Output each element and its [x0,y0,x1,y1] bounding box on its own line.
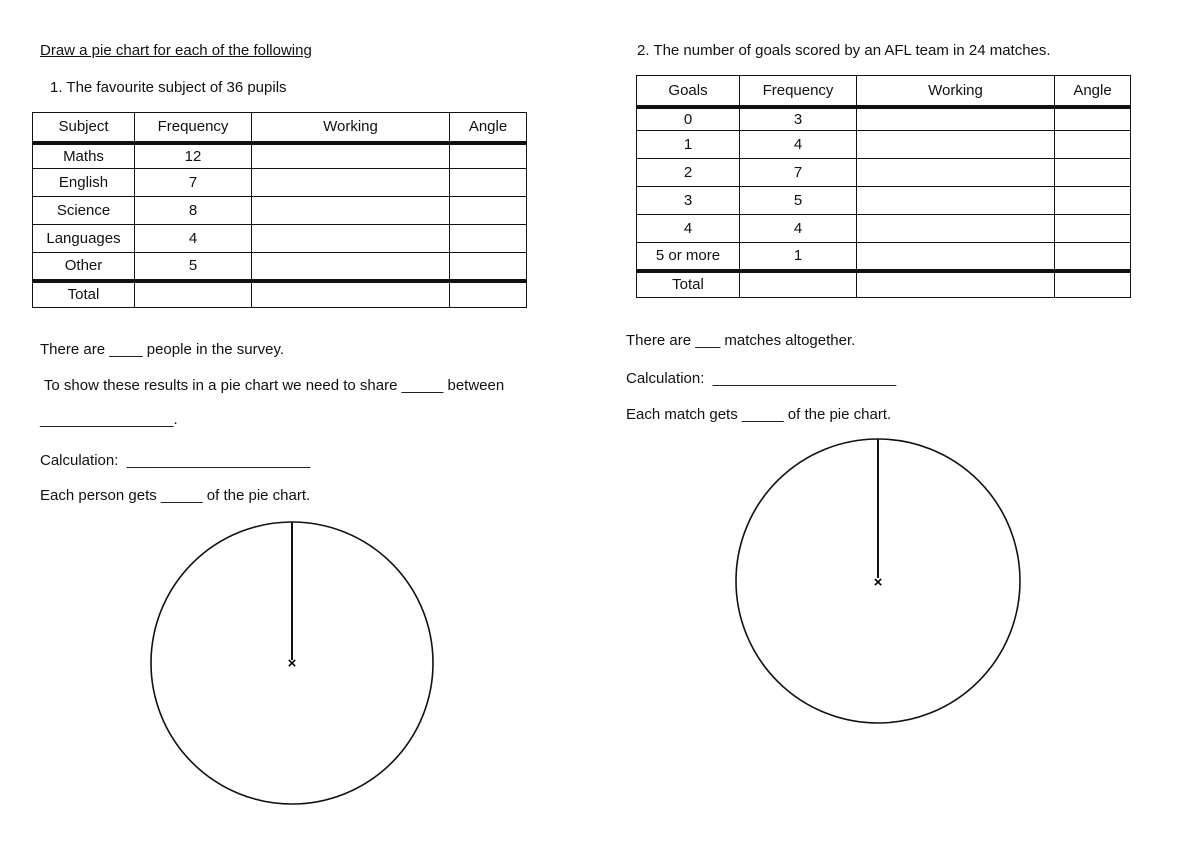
q2-table [636,75,1131,298]
q1-header-working: Working [252,113,450,143]
q2-row-frequency: 3 [740,107,857,131]
q2-row-label: 4 [637,215,740,243]
q1-header-angle: Angle [450,113,527,143]
table-row [637,243,1131,271]
q2-total-working[interactable] [857,271,1055,298]
q2-row-frequency: 7 [740,159,857,187]
q2-calculation-line: Calculation: ______________________ [626,370,897,387]
table-row [33,225,527,253]
q1-row-frequency: 7 [135,169,252,197]
q2-each-match-line: Each match gets _____ of the pie chart. [626,406,892,423]
q1-row-angle[interactable] [450,197,527,225]
q2-row-angle[interactable] [1055,215,1131,243]
q2-header-working: Working [857,76,1055,107]
q2-row-label: 3 [637,187,740,215]
q2-row-working[interactable] [857,187,1055,215]
table-row [33,143,527,169]
q2-row-angle[interactable] [1055,187,1131,215]
table-row [637,107,1131,131]
table-row [637,187,1131,215]
q2-row-frequency: 4 [740,131,857,159]
table-row [33,197,527,225]
q2-total-angle[interactable] [1055,271,1131,298]
q1-share-line-2: ________________. [40,411,178,428]
q1-row-angle[interactable] [450,169,527,197]
q2-header-frequency: Frequency [740,76,857,107]
pie-center-mark: × [873,574,883,591]
table-row [33,253,527,281]
q1-row-label: Languages [33,225,135,253]
q1-calculation-line: Calculation: ______________________ [40,452,311,469]
q2-header-goals: Goals [637,76,740,107]
table-row [637,131,1131,159]
q1-row-frequency: 8 [135,197,252,225]
table-row [637,215,1131,243]
q2-row-working[interactable] [857,131,1055,159]
q2-title: 2. The number of goals scored by an AFL team in 24 matches. [637,42,1051,59]
q1-total-angle[interactable] [450,281,527,308]
q2-row-angle[interactable] [1055,131,1131,159]
q1-people-line: There are ____ people in the survey. [40,341,285,358]
q2-row-label: 1 [637,131,740,159]
q2-row-working[interactable] [857,215,1055,243]
pie-center-mark: × [287,655,297,672]
q1-row-angle[interactable] [450,253,527,281]
q2-row-working[interactable] [857,107,1055,131]
q2-matches-line: There are ___ matches altogether. [626,332,856,349]
q1-row-frequency: 4 [135,225,252,253]
q2-row-frequency: 1 [740,243,857,271]
q2-row-working[interactable] [857,159,1055,187]
q1-row-working[interactable] [252,197,450,225]
q2-total-label: Total [637,271,740,298]
q1-share-line: To show these results in a pie chart we need to share _____ between [40,377,505,394]
q1-row-label: Other [33,253,135,281]
q2-row-label: 0 [637,107,740,131]
q1-row-label: Maths [33,143,135,169]
q1-each-person-line: Each person gets _____ of the pie chart. [40,487,311,504]
q1-row-working[interactable] [252,169,450,197]
q1-total-frequency[interactable] [135,281,252,308]
q2-row-angle[interactable] [1055,159,1131,187]
table-row [33,169,527,197]
q2-row-label: 2 [637,159,740,187]
table-row-total [637,271,1131,298]
q1-row-working[interactable] [252,253,450,281]
q2-row-frequency: 5 [740,187,857,215]
q1-header-subject: Subject [33,113,135,143]
q2-row-frequency: 4 [740,215,857,243]
q1-row-frequency: 12 [135,143,252,169]
q1-row-label: English [33,169,135,197]
q1-title: 1. The favourite subject of 36 pupils [50,79,287,96]
q1-row-label: Science [33,197,135,225]
q2-header-angle: Angle [1055,76,1131,107]
q1-header-frequency: Frequency [135,113,252,143]
table-row-total [33,281,527,308]
q1-total-label: Total [33,281,135,308]
q1-row-frequency: 5 [135,253,252,281]
table-row [637,159,1131,187]
instruction-heading: Draw a pie chart for each of the following [40,42,312,59]
q2-row-working[interactable] [857,243,1055,271]
q2-row-label: 5 or more [637,243,740,271]
q2-row-angle[interactable] [1055,107,1131,131]
q2-pie-circle [734,437,1022,725]
q1-pie-circle [148,520,436,808]
q1-table [32,112,527,308]
q1-row-angle[interactable] [450,143,527,169]
q1-total-working[interactable] [252,281,450,308]
q2-row-angle[interactable] [1055,243,1131,271]
q1-row-working[interactable] [252,225,450,253]
q2-total-frequency[interactable] [740,271,857,298]
q1-row-working[interactable] [252,143,450,169]
q1-row-angle[interactable] [450,225,527,253]
